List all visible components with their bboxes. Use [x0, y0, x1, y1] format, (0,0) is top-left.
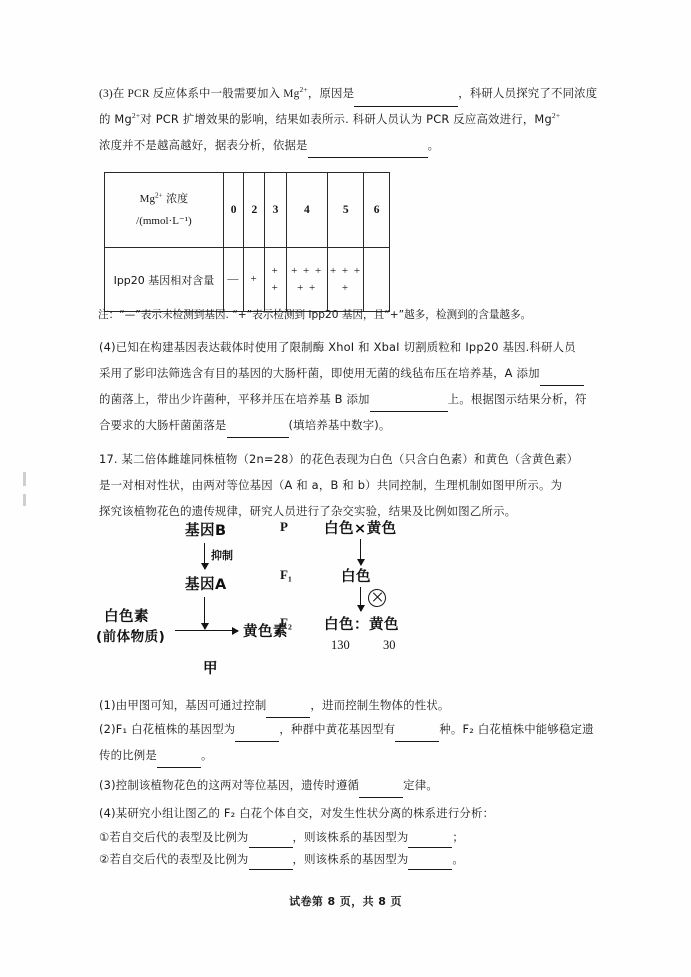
diagram-jia-yellow-pigment: 黄色素: [243, 624, 288, 640]
diagram-jia-gene-a: 基因A: [185, 577, 227, 593]
value-top-4: + + +: [329, 264, 362, 277]
diagram-yi-p-label: P: [280, 519, 288, 534]
blank-q3-2[interactable]: [308, 145, 428, 158]
blank-q4-3[interactable]: [227, 425, 289, 438]
page-edge-mark-top: [23, 472, 26, 486]
value-top-2: +: [271, 264, 280, 277]
sub-question-4-item-2: [99, 848, 611, 870]
q4-l4-b: (填培养基中数字)。: [288, 418, 391, 432]
blank-sq4-1b[interactable]: [408, 835, 452, 848]
mg-symbol: Mg: [139, 193, 155, 205]
value-bottom-3: + +: [297, 281, 317, 294]
table-row-values: [105, 248, 390, 312]
blank-sq4-2a[interactable]: [249, 857, 293, 870]
table-row-header: [105, 173, 390, 248]
page-footer: 试卷第 8 页，共 8 页: [289, 895, 402, 908]
diagram-jia-white-pigment: 白色素: [104, 609, 149, 625]
value-stack-0: [224, 271, 244, 288]
mg-concentration-table: [104, 172, 390, 312]
sq2-a: (2)F₁ 白花植株的基因型为: [99, 722, 236, 736]
diagram-yi-f2-phenotype: 白色：黄色: [324, 617, 399, 633]
f1-label-text: F₁: [280, 567, 292, 582]
blank-sq4-1a[interactable]: [249, 835, 293, 848]
conc-cell-4: 5: [328, 173, 364, 248]
page-edge-mark-bottom: [23, 494, 26, 506]
sq4-i1-a: ①若自交后代的表型及比例为: [99, 830, 249, 844]
q3-text-c: ，科研人员探究了不同浓度: [458, 86, 598, 100]
conc-cell-2: 3: [265, 173, 286, 248]
table-header-label: [105, 173, 224, 248]
q3-l3-a: 浓度并不是越高越好，据表分析，依据是: [99, 138, 308, 152]
sq4-i2-b: ，则该株系的基因型为: [292, 852, 409, 866]
sub-question-3: [99, 772, 611, 798]
value-bottom-4: +: [341, 281, 350, 294]
sq4-i1-c: ；: [452, 830, 465, 844]
value-top-3: + + +: [291, 264, 323, 277]
conc-cell-5: 6: [364, 173, 390, 248]
value-top-0: —: [227, 273, 240, 285]
arrow-f1-to-f2: [360, 587, 361, 611]
sq3-a: (3)控制该植物花色的这两对等位基因，遗传时遵循: [99, 778, 360, 792]
question-17-stem-line-2: [99, 472, 611, 498]
blank-q4-1[interactable]: [540, 373, 584, 386]
table-row-label: Ipp20 基因相对含量: [105, 248, 224, 312]
question-3-line-1: [99, 80, 609, 107]
value-stack-2: [265, 263, 285, 297]
diagram-yi-f2-label: [280, 615, 292, 631]
q4-l2-a: 采用了影印法筛选含有目的基因的大肠杆菌，即使用无菌的线毡布压在培养基，A 添加: [99, 366, 540, 380]
q3-l2-b: 对 PCR 扩增效果的影响，结果如表所示. 科研人员认为 PCR 反应高效进行，Mg: [140, 112, 552, 126]
q3-l2-a: 的 Mg: [99, 112, 132, 126]
value-cell-1: [244, 248, 265, 312]
value-bottom-2: +: [271, 281, 280, 294]
arrow-precursor-to-yellow: [175, 630, 238, 631]
blank-sq2-1[interactable]: [235, 729, 279, 742]
q4-l1: (4)已知在构建基因表达载体时使用了限制酶 XhoI 和 XbaI 切割质粒和 Ipp20 基因.科研人员: [99, 340, 576, 354]
diagram-jia-inhibit-label: 抑制: [211, 549, 233, 562]
conc-cell-0: 0: [223, 173, 244, 248]
sq1-a: (1)由甲图可知，基因可通过控制: [99, 698, 267, 712]
table-header-line-2: /(mmol·L⁻¹): [136, 215, 192, 227]
q3-l3-b: 。: [427, 138, 440, 152]
value-cell-3: [286, 248, 328, 312]
question-4-line-2: [99, 360, 611, 386]
sq4-i2-a: ②若自交后代的表型及比例为: [99, 852, 249, 866]
diagram-jia-caption: 甲: [203, 661, 218, 677]
q17-s3: 探究该植物花色的遗传规律，研究人员进行了杂交实验，结果及比例如图乙所示。: [99, 504, 517, 518]
sq4-head: (4)某研究小组让图乙的 F₂ 白花个体自交，对发生性状分离的株系进行分析：: [99, 806, 495, 820]
sq2-e: 。: [200, 748, 213, 762]
question-3-line-3: [99, 132, 609, 158]
sq4-i2-c: 。: [452, 852, 465, 866]
blank-q4-2[interactable]: [370, 399, 448, 412]
conc-cell-3: 4: [286, 173, 328, 248]
sub-question-1: [99, 692, 611, 718]
value-top-1: +: [250, 273, 259, 285]
diagram-yi-count-white: 130: [331, 638, 350, 652]
mg-conc-word: 浓度: [162, 192, 189, 205]
value-stack-4: [328, 263, 363, 297]
diagram-yi-p-cross: 白色×黄色: [324, 521, 397, 537]
q3-sup-1: 2+: [299, 85, 308, 95]
sq1-b: ，进而控制生物体的性状。: [310, 698, 450, 712]
value-cell-5: [364, 248, 390, 312]
diagram-yi-count-yellow: 30: [383, 638, 396, 652]
diagram-jia-precursor: (前体物质): [96, 629, 166, 645]
blank-sq2-3[interactable]: [157, 755, 201, 768]
value-cell-4: [328, 248, 364, 312]
question-4-line-3: [99, 386, 611, 412]
sub-question-4-head: [99, 800, 611, 826]
question-4-line-4: [99, 412, 611, 438]
sq2-d: 传的比例是: [99, 748, 157, 762]
q4-l3-b: 上。根据图示结果分析，符: [447, 392, 587, 406]
q17-s2: 是一对相对性状，由两对等位基因（A 和 a，B 和 b）共同控制，生理机制如图甲所示。为: [99, 478, 563, 492]
sq2-c: 种。F₂ 白花植株中能够稳定遗: [439, 722, 594, 736]
q3-text-b: ，原因是: [307, 86, 355, 100]
sub-question-2-line-1: [99, 716, 611, 742]
diagram-yi-f1-label: [280, 567, 292, 583]
diagram-yi-f1-phenotype: 白色: [341, 569, 371, 585]
question-3-line-2: [99, 106, 614, 132]
conc-cell-1: 2: [244, 173, 265, 248]
q4-l4-a: 合要求的大肠杆菌菌落是: [99, 418, 227, 432]
arrow-gene-a-to-product: [204, 597, 205, 629]
q3-sup-3: 2+: [551, 111, 561, 121]
value-stack-1: [244, 271, 264, 288]
arrow-p-to-f1: [360, 539, 361, 565]
sub-question-4-item-1: [99, 826, 611, 848]
value-cell-0: [223, 248, 244, 312]
blank-sq3-1[interactable]: [359, 785, 403, 798]
table-note: 注：“—”表示未检测到基因. “+”表示检测到 Ipp20 基因，且“+”越多，检测到的含量越多。: [98, 309, 532, 321]
mg-charge-sup: 2+: [154, 191, 163, 200]
diagram-jia-gene-b: 基因B: [185, 523, 227, 539]
sq3-b: 定律。: [403, 778, 438, 792]
value-stack-3: [287, 263, 328, 297]
sq2-b: ，种群中黄花基因型有: [279, 722, 396, 736]
f2-label-text: F₂: [280, 615, 292, 630]
blank-sq2-2[interactable]: [395, 729, 439, 742]
question-4-line-1: [99, 334, 611, 360]
genetics-diagrams: [95, 515, 595, 680]
table-header-line-1: [107, 188, 221, 210]
q3-text-a: (3)在 PCR 反应体系中一般需要加入 Mg: [99, 88, 300, 100]
blank-sq4-2b[interactable]: [408, 857, 452, 870]
q4-l3-a: 的菌落上，带出少许菌种，平移并压在培养基 B 添加: [99, 392, 370, 406]
sq4-i1-b: ，则该株系的基因型为: [292, 830, 409, 844]
q17-s1: 17. 某二倍体雌雄同株植物（2n=28）的花色表现为白色（只含白色素）和黄色（含黄色素）: [99, 452, 579, 466]
sub-question-2-line-2: [99, 742, 611, 768]
arrow-inhibit: [204, 543, 205, 569]
question-17-stem-line-1: [99, 446, 611, 472]
value-cell-2: [265, 248, 286, 312]
selfing-cross-icon: [368, 589, 386, 607]
q3-sup-2: 2+: [131, 111, 141, 121]
